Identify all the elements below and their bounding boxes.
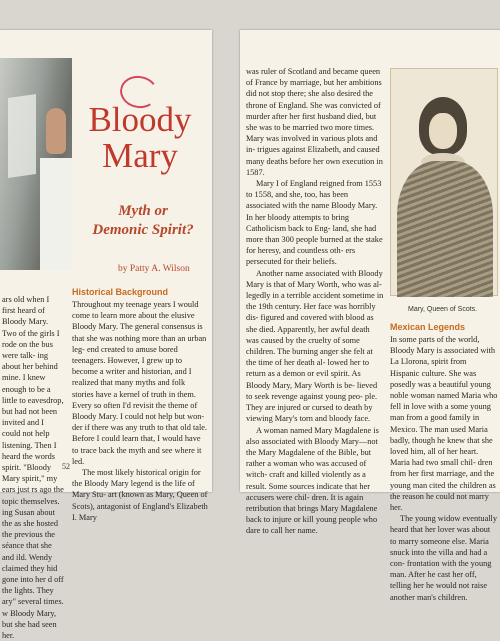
left-column-a: ars old when I first heard of Bloody Mary. Two of the girls I rode on the bus were talk- ing about her behind mine. I knew enough to be a little to eavesdrop, but had not been invited and I could not help listening. Then I heard the words spirit. "Bloody Mary spirit," my ears just rs ago the topic themselves. ing Susan about the as she hosted the previous the séance that she and ild. Wendy claimed they hid gone into her d off the lights. They ary" several times. w Bloody Mary, but she had seen her.	[2, 295, 64, 641]
girl-photo	[0, 58, 72, 270]
article-byline: by Patty A. Wilson	[118, 264, 190, 274]
page-number: 52	[62, 462, 70, 471]
portrait-caption: Mary, Queen of Scots.	[408, 306, 478, 313]
right-column-b: Mexican Legends In some parts of the world, Bloody Mary is associated with La Llorona, spirit from Hispanic culture. She was posedly was a beautiful young noble woman named Maria who fell in love with a some young man from a good family in Mexico. The man used Maria badly, though he knew that she loved him, all of her heart. Maria had two small chil- dren from her first marriage, and the young man cited the children as the reason he could not marry her. The young widow eventually heard that her lover was about to marry someone else. Maria snuck into the villa and had a con- frontation with the young man. After he cast her off, telling her he would not raise another man's children.	[390, 322, 498, 602]
right-magazine-page	[240, 30, 500, 602]
section-heading-mexican: Mexican Legends	[390, 322, 466, 332]
right-column-a: was ruler of Scotland and became queen of France by marriage, but her ambitions did not stop there; she also desired the throne of England. She was convicted of murder after her first husband died, but she was to be married two more times. Mary was involved in various plots and in- trigues against Elizabeth, and caused many deaths before her own execution in 1587. Mary I of England reigned from 1553 to 1558, and she, too, has been associated with the name Bloody Mary. In her bloody attempts to bring Catholicism back to Eng- land, she had more than 300 people burned at the stake for heresy, and countless oth- ers persecuted for their beliefs. Another name associated with Bloody Mary is that of Mary Worth, who was al- legedly in a terrible accident sometime in the 19th century. Her face was horribly dis- figured and covered with blood as she died. Apparently, her awful death was caused by the cruelty of some children. The burning anger she felt at the time of her death al- lowed her to return as a demon or evil spirit. As Bloody Mary, Mary Worth is be- lieved to seek revenge against young peo- ple. They are injured or cursed to death by viewing Mary's torn and bloody face. A woman named Mary Magdalene is also associated with Bloody Mary—not the Mary Magdalene of the Bible, but rather a woman who was accused of witch- craft and killed violently as a result. Some sources indicate that her accusers were chil- dren. It is again retribution that brings Mary Magdalene back to injure or kill young people who dare to call her name.	[246, 67, 384, 536]
left-column-b: Historical Background Throughout my teenage years I would come to learn more about the elusive Bloody Mary. The general consensus is that she was nothing more than an urban leg- end created to amuse bored teenagers. However, I grew up to become a writer and historian, and I realized that many myths and folk stories have a kernel of truth in them. Every so often I'd revisit the theme of Bloody Mary. I could not help but won- der if there was any truth to that old tale. Before I could learn that, I would have to trace back the myth and see where it led. The most likely historical origin for the Bloody Mary legend is the life of Mary Stu- art (known as Mary, Queen of Scots), antagonist of England's Elizabeth I. Mary	[72, 287, 208, 522]
section-heading-historical: Historical Background	[72, 287, 169, 297]
mary-queen-of-scots-portrait	[390, 68, 498, 296]
article-title: Bloody Mary	[88, 100, 192, 175]
article-subtitle: Myth or Demonic Spirit?	[92, 203, 194, 238]
left-magazine-page	[0, 30, 212, 641]
